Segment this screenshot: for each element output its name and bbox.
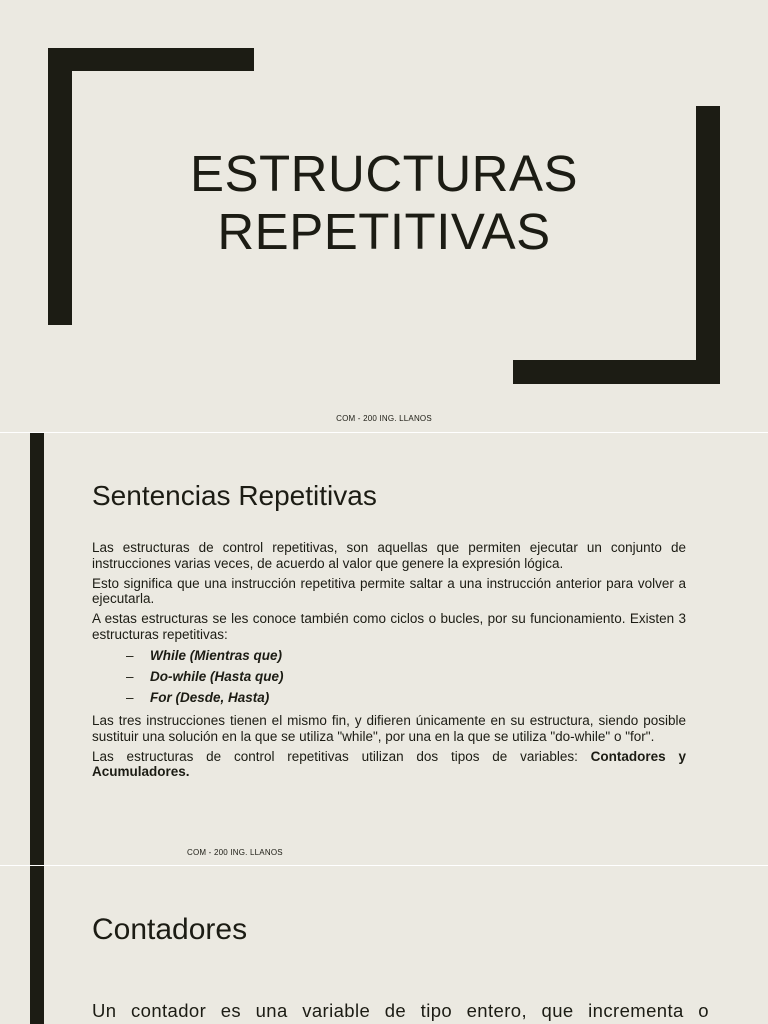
list-item	[92, 645, 686, 666]
paragraph-text: Las estructuras de control repetitivas utilizan dos tipos de variables:	[92, 748, 591, 764]
slide-body: Un contador es una variable de tipo entero, que incrementa o	[92, 1000, 709, 1021]
accent-bar	[30, 433, 44, 865]
frame-bottom-right-horizontal	[513, 360, 720, 384]
content-slide	[0, 433, 768, 865]
list-item-label: Do-while (Hasta que)	[150, 669, 284, 684]
slide-footer: COM - 200 ING. LLANOS	[187, 848, 283, 857]
list-dash: –	[126, 648, 134, 663]
accent-bar	[30, 866, 44, 1024]
paragraph: Las estructuras de control repetitivas, son aquellas que permiten ejecutar un conjunto de instrucciones varias veces, de acuerdo al valor que genere la expresión lógica.	[92, 540, 686, 571]
paragraph: A estas estructuras se les conoce también como ciclos o bucles, por su funcionamiento. Existen 3 estructuras repetitivas:	[92, 611, 686, 642]
slide-title-line-1: ESTRUCTURAS	[189, 145, 579, 202]
paragraph	[92, 749, 686, 780]
list-item	[92, 666, 686, 687]
list-item-label: For (Desde, Hasta)	[150, 690, 270, 705]
paragraph: Esto significa que una instrucción repetitiva permite saltar a una instrucción anterior para volver a ejecutarla.	[92, 575, 686, 606]
paragraph-bold-text: Contadores y Acumuladores.	[92, 748, 686, 779]
list-item	[92, 687, 686, 708]
content-slide	[0, 866, 768, 1024]
slide-footer: COM - 200 ING. LLANOS	[336, 414, 432, 423]
list-dash: –	[126, 669, 134, 684]
frame-top-left-horizontal	[48, 48, 254, 71]
paragraph: Las tres instrucciones tienen el mismo fin, y difieren únicamente en su estructura, siendo posible sustituir una solución en la que se utiliza "while", por una en la que se utiliza "do-while" o "for".	[92, 713, 686, 744]
list-item-label: While (Mientras que)	[150, 648, 283, 663]
title-slide	[0, 0, 768, 432]
structures-list	[92, 645, 686, 708]
list-dash: –	[126, 690, 134, 705]
slide-heading: Sentencias Repetitivas	[92, 480, 377, 511]
slide-heading: Contadores	[92, 913, 248, 946]
slide-title-line-2: REPETITIVAS	[217, 203, 551, 260]
slide-body	[92, 540, 686, 784]
